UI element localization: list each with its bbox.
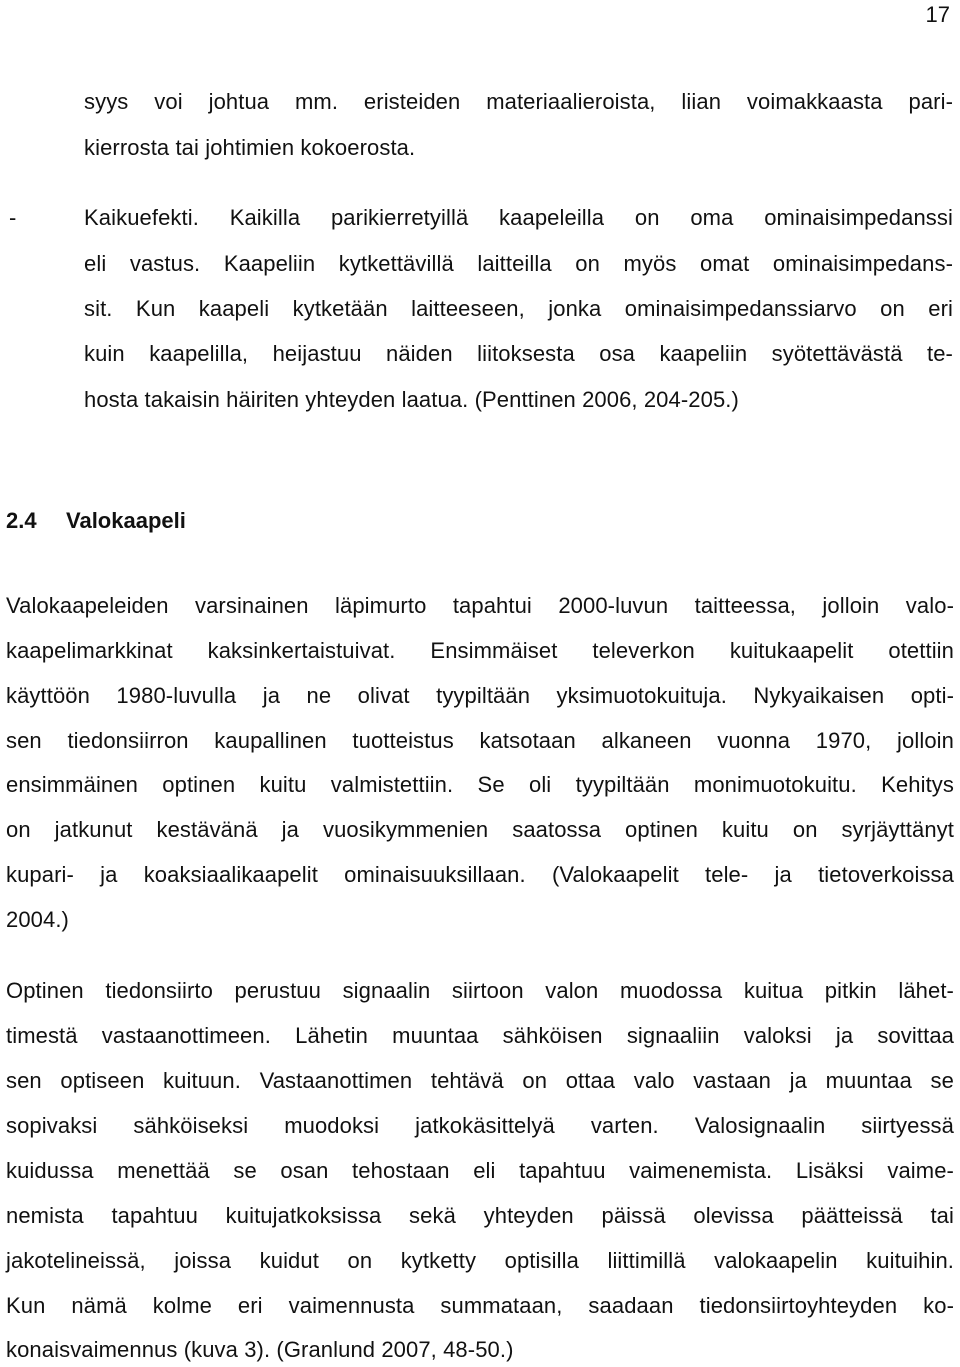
text-line: kupari- ja koaksiaalikaapelit ominaisuuksillaan. (Valokaapelit tele- ja tietoverkoissa	[6, 862, 954, 887]
section-title: Valokaapeli	[66, 508, 186, 533]
text-line: eli vastus. Kaapeliin kytkettävillä laitteilla on myös omat ominaisimpedans-	[84, 251, 953, 276]
text-line: jakotelineissä, joissa kuidut on kytketty optisilla liittimillä valokaapelin kuituihin.	[6, 1248, 954, 1273]
section-heading	[6, 507, 186, 535]
text-line: sit. Kun kaapeli kytketään laitteeseen, jonka ominaisimpedanssiarvo on eri	[84, 296, 953, 321]
text-line: sen tiedonsiirron kaupallinen tuotteistus katsotaan alkaneen vuonna 1970, jolloin	[6, 728, 954, 753]
text-line: Valokaapeleiden varsinainen läpimurto tapahtui 2000-luvun taitteessa, jolloin valo-	[6, 593, 954, 618]
text-line: syys voi johtua mm. eristeiden materiaalieroista, liian voimakkaasta pari-	[84, 89, 953, 114]
text-line: 2004.)	[6, 907, 69, 932]
text-line: Kaikuefekti. Kaikilla parikierretyillä kaapeleilla on oma ominaisimpedanssi	[84, 205, 953, 230]
list-bullet: -	[9, 205, 17, 230]
text-line: on jatkunut kestävänä ja vuosikymmenien saatossa optinen kuitu on syrjäyttänyt	[6, 817, 954, 842]
text-line: kaapelimarkkinat kaksinkertaistuivat. Ensimmäiset televerkon kuitukaapelit otettiin	[6, 638, 954, 663]
text-line: konaisvaimennus (kuva 3). (Granlund 2007, 48-50.)	[6, 1337, 514, 1362]
text-line: timestä vastaanottimeen. Lähetin muuntaa sähköisen signaaliin valoksi ja sovittaa	[6, 1023, 954, 1048]
text-line: käyttöön 1980-luvulla ja ne olivat tyypiltään yksimuotokuituja. Nykyaikaisen opti-	[6, 683, 954, 708]
page-number: 17	[925, 2, 950, 27]
text-line: hosta takaisin häiriten yhteyden laatua. (Penttinen 2006, 204-205.)	[84, 387, 739, 412]
section-number: 2.4	[6, 508, 37, 533]
text-line: sen optiseen kuituun. Vastaanottimen tehtävä on ottaa valo vastaan ja muuntaa se	[6, 1068, 954, 1093]
text-line: Optinen tiedonsiirto perustuu signaalin siirtoon valon muodossa kuitua pitkin lähet-	[6, 978, 954, 1003]
text-line: kuin kaapelilla, heijastuu näiden liitoksesta osa kaapeliin syötettävästä te-	[84, 341, 953, 366]
text-line: ensimmäinen optinen kuitu valmistettiin. Se oli tyypiltään monimuotokuitu. Kehitys	[6, 772, 954, 797]
text-line: nemista tapahtuu kuitujatkoksissa sekä yhteyden päissä olevissa päätteissä tai	[6, 1203, 954, 1228]
text-line: kierrosta tai johtimien kokoerosta.	[84, 135, 416, 160]
text-line: kuidussa menettää se osan tehostaan eli tapahtuu vaimenemista. Lisäksi vaime-	[6, 1158, 954, 1183]
text-line: Kun nämä kolme eri vaimennusta summataan, saadaan tiedonsiirtoyhteyden ko-	[6, 1293, 954, 1318]
text-line: sopivaksi sähköiseksi muodoksi jatkokäsittelyä varten. Valosignaalin siirtyessä	[6, 1113, 954, 1138]
